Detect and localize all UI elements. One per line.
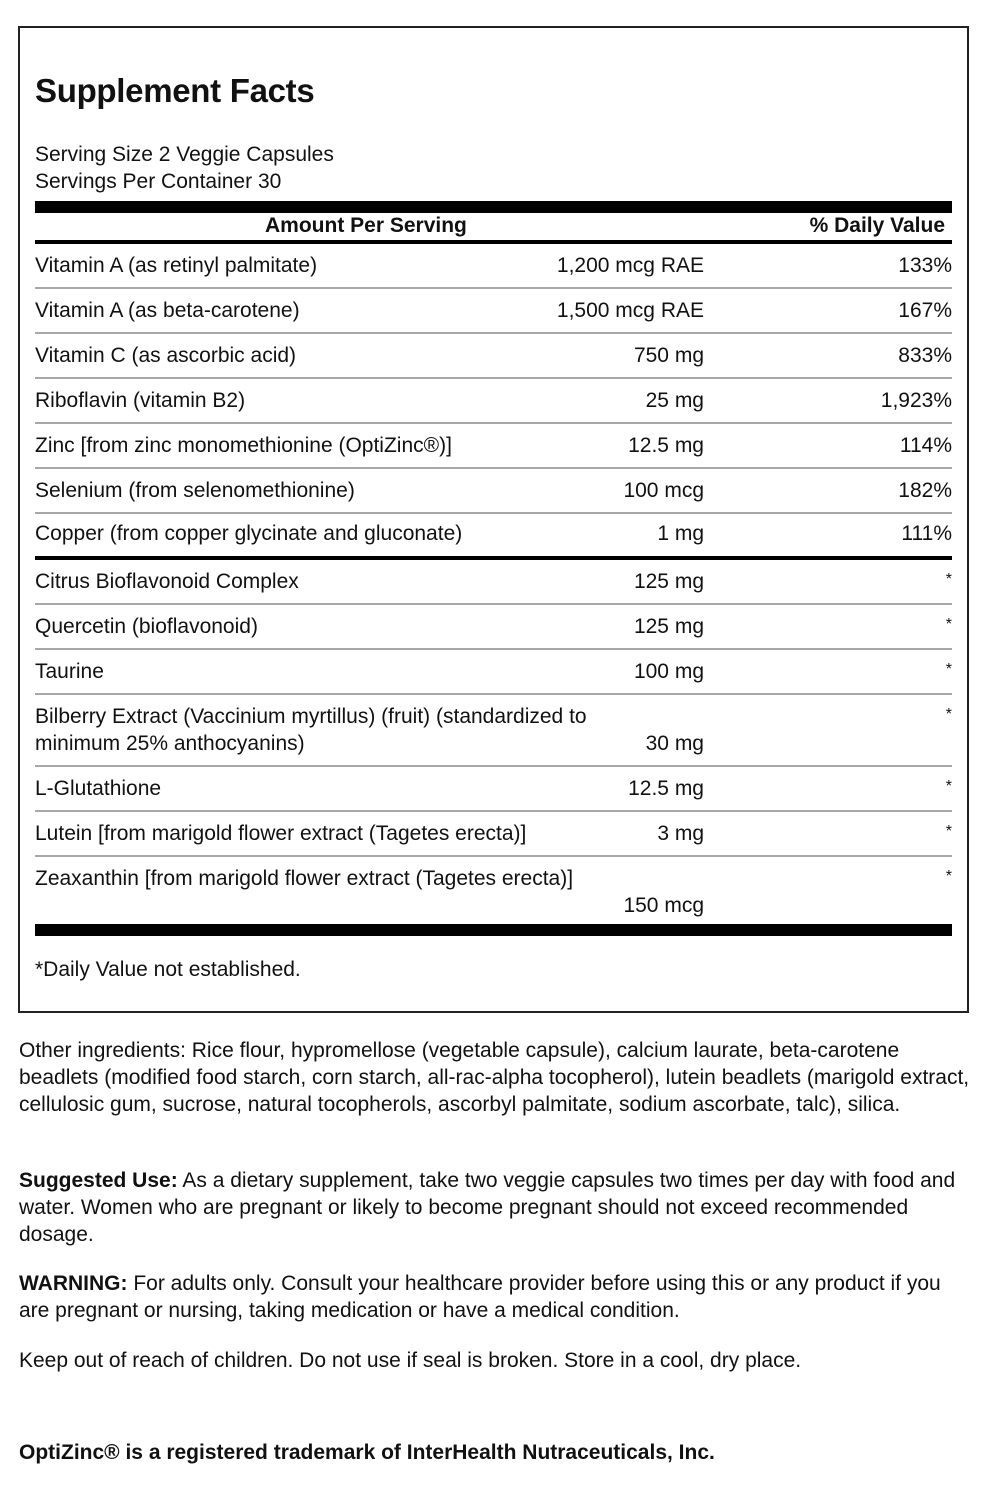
panel-title: Supplement Facts (35, 72, 315, 109)
nutrient-amount: 100 mcg (623, 479, 704, 502)
nutrient-dv: 182% (898, 479, 952, 502)
top-divider-bar (35, 201, 952, 213)
nutrient-name: Copper (from copper glycinate and gluconate) (35, 522, 463, 545)
nutrient-name: Zeaxanthin [from marigold flower extract (Tagetes erecta)] (35, 867, 574, 890)
nutrient-name (35, 703, 587, 757)
nutrient-amount: 1,500 mcg RAE (556, 299, 704, 322)
table-row (35, 424, 952, 469)
nutrient-name: Selenium (from selenomethionine) (35, 479, 355, 502)
nutrient-dv: 111% (901, 522, 952, 545)
table-row (35, 289, 952, 334)
table-row (35, 560, 952, 605)
suggested-use (19, 1167, 974, 1248)
nutrient-name: Vitamin A (as beta-carotene) (35, 299, 300, 322)
table-row (35, 379, 952, 424)
nutrient-name-line2: minimum 25% anthocyanins) (35, 732, 305, 755)
daily-value-header: % Daily Value (809, 214, 945, 237)
nutrient-amount: 3 mg (657, 822, 704, 845)
table-row (35, 695, 952, 767)
table-row (35, 244, 952, 289)
table-row (35, 650, 952, 695)
table-row (35, 334, 952, 379)
nutrient-dv: 167% (898, 299, 952, 322)
table-row (35, 767, 952, 812)
serving-info (35, 141, 334, 195)
warning-label: WARNING: (19, 1272, 128, 1295)
nutrient-amount: 12.5 mg (628, 777, 704, 800)
bottom-divider-bar (35, 924, 952, 936)
nutrient-amount: 150 mcg (623, 894, 704, 917)
nutrient-dv: * (945, 706, 952, 723)
nutrient-name: Lutein [from marigold flower extract (Tagetes erecta)] (35, 822, 527, 845)
nutrient-amount: 1,200 mcg RAE (556, 254, 704, 277)
nutrient-amount: 750 mg (633, 344, 704, 367)
table-row (35, 469, 952, 514)
nutrient-dv: * (945, 616, 952, 633)
nutrient-name: Taurine (35, 660, 104, 683)
amount-per-serving-header: Amount Per Serving (265, 214, 467, 237)
nutrient-dv: * (945, 823, 952, 840)
nutrient-dv: 833% (898, 344, 952, 367)
nutrient-amount: 125 mg (633, 615, 704, 638)
table-row (35, 605, 952, 650)
suggested-use-label: Suggested Use: (19, 1169, 178, 1192)
nutrient-name: Riboflavin (vitamin B2) (35, 389, 246, 412)
warning-text: For adults only. Consult your healthcare provider before using this or any product if you are pregnant or nursing, taking medication or have a medical condition. (19, 1272, 941, 1322)
table-row (35, 812, 952, 857)
nutrient-amount: 100 mg (633, 660, 704, 683)
nutrient-dv: 114% (899, 434, 952, 457)
trademark-notice: OptiZinc® is a registered trademark of InterHealth Nutraceuticals, Inc. (19, 1441, 715, 1464)
nutrient-table (35, 244, 952, 927)
suggested-use-text: As a dietary supplement, take two veggie capsules two times per day with food and water. Women who are pregnant or likely to become pregnant should not exceed recommended dosage. (19, 1169, 956, 1246)
nutrient-name-line1: Bilberry Extract (Vaccinium myrtillus) (fruit) (standardized to (35, 705, 587, 728)
storage-instructions: Keep out of reach of children. Do not use if seal is broken. Store in a cool, dry place. (19, 1349, 802, 1372)
nutrient-name: L-Glutathione (35, 777, 162, 800)
nutrient-name: Quercetin (bioflavonoid) (35, 615, 258, 638)
serving-size: Serving Size 2 Veggie Capsules (35, 143, 334, 166)
nutrient-dv: 1,923% (880, 389, 952, 412)
nutrient-dv: 133% (898, 254, 952, 277)
nutrient-amount: 12.5 mg (628, 434, 704, 457)
warning (19, 1270, 974, 1324)
nutrient-amount: 30 mg (645, 732, 704, 755)
table-row (35, 514, 952, 560)
servings-per-container: Servings Per Container 30 (35, 170, 282, 193)
table-header (35, 213, 952, 241)
daily-value-footnote: *Daily Value not established. (35, 958, 301, 981)
nutrient-name: Zinc [from zinc monomethionine (OptiZinc®)] (35, 434, 452, 457)
nutrient-dv: * (945, 661, 952, 678)
nutrient-amount: 1 mg (657, 522, 704, 545)
table-row (35, 857, 952, 927)
nutrient-dv: * (945, 868, 952, 885)
nutrient-amount: 25 mg (645, 389, 704, 412)
nutrient-name: Citrus Bioflavonoid Complex (35, 570, 299, 593)
nutrient-dv: * (945, 778, 952, 795)
nutrient-name: Vitamin C (as ascorbic acid) (35, 344, 297, 367)
other-ingredients: Other ingredients: Rice flour, hypromellose (vegetable capsule), calcium laurate, beta-carotene beadlets (modified food starch, corn starch, all-rac-alpha tocopherol), lutein beadlets (marigold extract, cellulosic gum, sucrose, natural tocopherols, ascorbyl palmitate, sodium ascorbate, talc), silica. (19, 1039, 970, 1116)
nutrient-name: Vitamin A (as retinyl palmitate) (35, 254, 318, 277)
nutrient-amount: 125 mg (633, 570, 704, 593)
nutrient-dv: * (945, 571, 952, 588)
